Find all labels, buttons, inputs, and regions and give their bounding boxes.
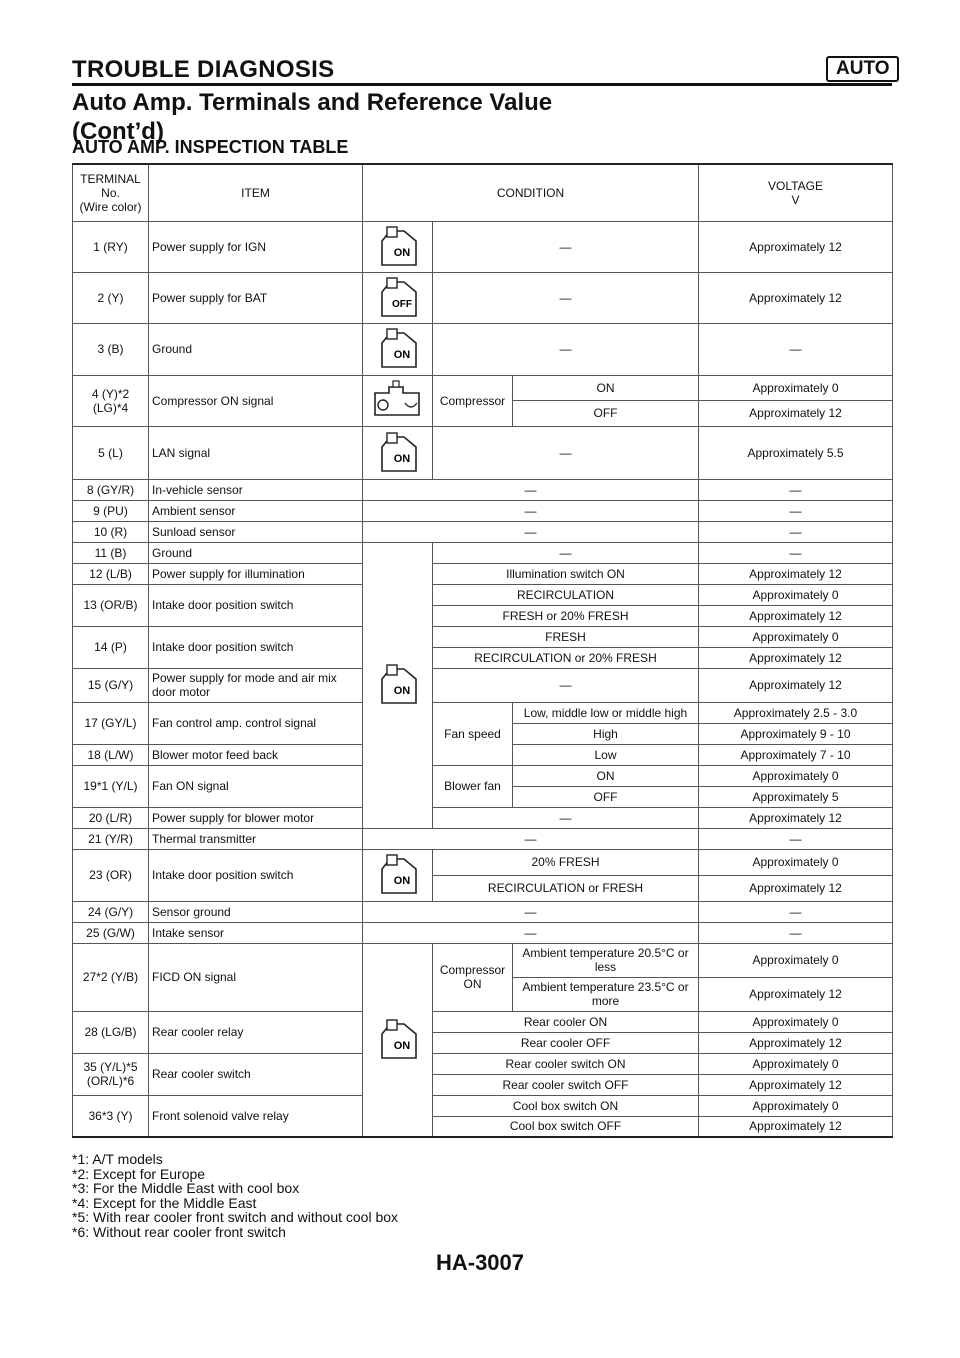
- condition-cell: —: [433, 426, 699, 479]
- svg-text:OFF: OFF: [391, 298, 412, 310]
- voltage-cell: Approximately 9 - 10: [699, 723, 893, 744]
- voltage-cell: Approximately 0: [699, 584, 893, 605]
- voltage-cell: Approximately 0: [699, 849, 893, 875]
- table-row: [73, 807, 893, 828]
- table-row: [73, 1053, 893, 1074]
- item-cell: Fan control amp. control signal: [149, 702, 363, 744]
- table-row: [73, 765, 893, 786]
- table-row: [73, 828, 893, 849]
- ignition-key-on-icon: [376, 327, 420, 371]
- compressor-icon: [369, 379, 427, 423]
- condition-cell: —: [363, 500, 699, 521]
- voltage-cell: Approximately 12: [699, 272, 893, 323]
- voltage-cell: Approximately 0: [699, 943, 893, 977]
- table-row: [73, 901, 893, 922]
- terminal-cell: 9 (PU): [73, 500, 149, 521]
- terminal-cell: 35 (Y/L)*5 (OR/L)*6: [73, 1053, 149, 1095]
- state-cell: Rear cooler ON: [433, 1011, 699, 1032]
- table-row: [73, 943, 893, 977]
- table-row: [73, 479, 893, 500]
- table-row: [73, 1011, 893, 1032]
- item-cell: Power supply for BAT: [149, 272, 363, 323]
- table-row: [73, 272, 893, 323]
- voltage-cell: —: [699, 323, 893, 375]
- voltage-cell: Approximately 12: [699, 563, 893, 584]
- state-cell: High: [513, 723, 699, 744]
- state-cell: Rear cooler OFF: [433, 1032, 699, 1053]
- ignition-key-on-icon: [376, 1018, 420, 1062]
- state-cell: Ambient temperature 23.5°C or more: [513, 977, 699, 1011]
- terminal-cell: 27*2 (Y/B): [73, 943, 149, 1011]
- condition-cell: —: [433, 807, 699, 828]
- state-cell: ON: [513, 375, 699, 400]
- footnote: *3: For the Middle East with cool box: [72, 1180, 300, 1197]
- ignition-key-on-icon: [376, 663, 420, 707]
- condition-cell: —: [363, 521, 699, 542]
- voltage-cell: Approximately 0: [699, 1053, 893, 1074]
- item-cell: Rear cooler relay: [149, 1011, 363, 1053]
- terminal-cell: 8 (GY/R): [73, 479, 149, 500]
- item-cell: Power supply for blower motor: [149, 807, 363, 828]
- header-condition: CONDITION: [363, 164, 699, 221]
- footnote: *4: Except for the Middle East: [72, 1194, 257, 1211]
- item-cell: Compressor ON signal: [149, 375, 363, 426]
- condition-cell: —: [363, 828, 699, 849]
- voltage-cell: Approximately 12: [699, 977, 893, 1011]
- ignition-key-off-icon: [376, 276, 420, 320]
- condition-cell: —: [433, 272, 699, 323]
- terminal-cell: 25 (G/W): [73, 922, 149, 943]
- table-row: [73, 426, 893, 479]
- table-row: [73, 563, 893, 584]
- condition-cell: Compressor: [433, 375, 513, 426]
- condition-cell: Blower fan: [433, 765, 513, 807]
- header-voltage: VOLTAGE V: [699, 164, 893, 221]
- item-cell: Intake sensor: [149, 922, 363, 943]
- header-terminal: TERMINAL No. (Wire color): [73, 164, 149, 221]
- table-row: [73, 584, 893, 605]
- voltage-cell: Approximately 12: [699, 807, 893, 828]
- item-cell: Ground: [149, 542, 363, 563]
- voltage-cell: —: [699, 828, 893, 849]
- item-cell: In-vehicle sensor: [149, 479, 363, 500]
- svg-text:ON: ON: [393, 875, 410, 887]
- terminal-cell: 20 (L/R): [73, 807, 149, 828]
- voltage-cell: Approximately 12: [699, 400, 893, 426]
- ignition-cell: [363, 221, 433, 272]
- item-cell: Intake door position switch: [149, 849, 363, 901]
- terminal-cell: 19*1 (Y/L): [73, 765, 149, 807]
- voltage-cell: —: [699, 542, 893, 563]
- terminal-cell: 15 (G/Y): [73, 668, 149, 702]
- state-cell: RECIRCULATION or FRESH: [433, 875, 699, 901]
- table-row: [73, 375, 893, 400]
- table-row: [73, 668, 893, 702]
- ignition-key-on-icon: [376, 225, 420, 269]
- state-cell: Rear cooler switch ON: [433, 1053, 699, 1074]
- condition-cell: Illumination switch ON: [433, 563, 699, 584]
- voltage-cell: Approximately 12: [699, 668, 893, 702]
- svg-text:ON: ON: [393, 246, 410, 259]
- voltage-cell: Approximately 12: [699, 605, 893, 626]
- ignition-cell: [363, 426, 433, 479]
- ignition-key-on-icon: [376, 853, 420, 897]
- ignition-key-on-icon: [376, 431, 420, 475]
- voltage-cell: Approximately 2.5 - 3.0: [699, 702, 893, 723]
- ignition-cell: [363, 272, 433, 323]
- voltage-cell: —: [699, 479, 893, 500]
- section-title: AUTO AMP. INSPECTION TABLE: [72, 137, 349, 157]
- state-cell: FRESH or 20% FRESH: [433, 605, 699, 626]
- table-header-row: [73, 164, 893, 221]
- state-cell: RECIRCULATION or 20% FRESH: [433, 647, 699, 668]
- terminal-cell: 14 (P): [73, 626, 149, 668]
- ignition-cell: [363, 943, 433, 1137]
- terminal-cell: 4 (Y)*2 (LG)*4: [73, 375, 149, 426]
- table-row: [73, 1095, 893, 1116]
- subtitle-line-1: Auto Amp. Terminals and Reference Value: [72, 89, 553, 116]
- voltage-cell: Approximately 0: [699, 1095, 893, 1116]
- item-cell: Blower motor feed back: [149, 744, 363, 765]
- subtitle-line-2: (Cont’d): [72, 118, 164, 145]
- state-cell: 20% FRESH: [433, 849, 699, 875]
- state-cell: Rear cooler switch OFF: [433, 1074, 699, 1095]
- state-cell: Low, middle low or middle high: [513, 702, 699, 723]
- condition-cell: Fan speed: [433, 702, 513, 765]
- terminal-cell: 23 (OR): [73, 849, 149, 901]
- header-item: ITEM: [149, 164, 363, 221]
- voltage-cell: Approximately 12: [699, 647, 893, 668]
- table-row: [73, 500, 893, 521]
- voltage-cell: Approximately 0: [699, 375, 893, 400]
- item-cell: LAN signal: [149, 426, 363, 479]
- condition-cell: —: [363, 479, 699, 500]
- item-cell: Fan ON signal: [149, 765, 363, 807]
- item-cell: Power supply for IGN: [149, 221, 363, 272]
- state-cell: OFF: [513, 400, 699, 426]
- svg-text:ON: ON: [393, 685, 410, 697]
- voltage-cell: Approximately 5.5: [699, 426, 893, 479]
- voltage-cell: Approximately 5: [699, 786, 893, 807]
- state-cell: Ambient temperature 20.5°C or less: [513, 943, 699, 977]
- item-cell: Intake door position switch: [149, 584, 363, 626]
- item-cell: Sensor ground: [149, 901, 363, 922]
- terminal-cell: 1 (RY): [73, 221, 149, 272]
- table-row: [73, 323, 893, 375]
- condition-cell: —: [433, 221, 699, 272]
- terminal-cell: 11 (B): [73, 542, 149, 563]
- state-cell: Low: [513, 744, 699, 765]
- item-cell: Power supply for mode and air mix door motor: [149, 668, 363, 702]
- terminal-cell: 10 (R): [73, 521, 149, 542]
- ignition-cell: [363, 323, 433, 375]
- state-cell: ON: [513, 765, 699, 786]
- item-cell: Ambient sensor: [149, 500, 363, 521]
- compressor-cell: [363, 375, 433, 426]
- footnote: *5: With rear cooler front switch and without cool box: [72, 1209, 399, 1226]
- table-row: [73, 702, 893, 723]
- table-row: [73, 849, 893, 875]
- header-divider: [72, 83, 892, 86]
- state-cell: FRESH: [433, 626, 699, 647]
- voltage-cell: Approximately 12: [699, 1116, 893, 1137]
- item-cell: Rear cooler switch: [149, 1053, 363, 1095]
- voltage-cell: Approximately 7 - 10: [699, 744, 893, 765]
- terminal-cell: 28 (LG/B): [73, 1011, 149, 1053]
- footnote: *2: Except for Europe: [72, 1165, 206, 1182]
- model-badge: AUTO: [826, 56, 899, 82]
- item-cell: Thermal transmitter: [149, 828, 363, 849]
- condition-cell: —: [433, 668, 699, 702]
- terminal-cell: 21 (Y/R): [73, 828, 149, 849]
- condition-cell: —: [363, 901, 699, 922]
- item-cell: Power supply for illumination: [149, 563, 363, 584]
- footnote: *1: A/T models: [72, 1151, 163, 1167]
- terminal-cell: 2 (Y): [73, 272, 149, 323]
- svg-text:ON: ON: [393, 349, 410, 361]
- voltage-cell: Approximately 12: [699, 1032, 893, 1053]
- page-header-title: TROUBLE DIAGNOSIS: [72, 56, 335, 83]
- ignition-cell: [363, 542, 433, 828]
- condition-cell: —: [433, 323, 699, 375]
- terminal-cell: 5 (L): [73, 426, 149, 479]
- condition-cell: —: [363, 922, 699, 943]
- voltage-cell: Approximately 0: [699, 626, 893, 647]
- ignition-cell: [363, 849, 433, 901]
- voltage-cell: Approximately 12: [699, 1074, 893, 1095]
- condition-cell: —: [433, 542, 699, 563]
- inspection-table: [72, 163, 893, 1138]
- state-cell: RECIRCULATION: [433, 584, 699, 605]
- state-cell: Cool box switch OFF: [433, 1116, 699, 1137]
- voltage-cell: —: [699, 500, 893, 521]
- state-cell: Cool box switch ON: [433, 1095, 699, 1116]
- item-cell: Front solenoid valve relay: [149, 1095, 363, 1137]
- item-cell: Intake door position switch: [149, 626, 363, 668]
- condition-cell: Compressor ON: [433, 943, 513, 1011]
- voltage-cell: Approximately 0: [699, 1011, 893, 1032]
- terminal-cell: 18 (L/W): [73, 744, 149, 765]
- table-row: [73, 626, 893, 647]
- page-number: HA-3007: [435, 1250, 525, 1275]
- svg-text:ON: ON: [393, 452, 410, 465]
- footnote: *6: Without rear cooler front switch: [72, 1223, 286, 1240]
- voltage-cell: Approximately 0: [699, 765, 893, 786]
- terminal-cell: 3 (B): [73, 323, 149, 375]
- item-cell: Sunload sensor: [149, 521, 363, 542]
- table-row: [73, 542, 893, 563]
- item-cell: FICD ON signal: [149, 943, 363, 1011]
- table-row: [73, 922, 893, 943]
- terminal-cell: 24 (G/Y): [73, 901, 149, 922]
- item-cell: Ground: [149, 323, 363, 375]
- footnotes: [72, 1152, 398, 1240]
- terminal-cell: 13 (OR/B): [73, 584, 149, 626]
- state-cell: OFF: [513, 786, 699, 807]
- terminal-cell: 36*3 (Y): [73, 1095, 149, 1137]
- table-row: [73, 521, 893, 542]
- voltage-cell: Approximately 12: [699, 875, 893, 901]
- table-row: [73, 221, 893, 272]
- svg-text:ON: ON: [393, 1039, 410, 1052]
- voltage-cell: —: [699, 901, 893, 922]
- terminal-cell: 17 (GY/L): [73, 702, 149, 744]
- voltage-cell: —: [699, 922, 893, 943]
- terminal-cell: 12 (L/B): [73, 563, 149, 584]
- voltage-cell: —: [699, 521, 893, 542]
- voltage-cell: Approximately 12: [699, 221, 893, 272]
